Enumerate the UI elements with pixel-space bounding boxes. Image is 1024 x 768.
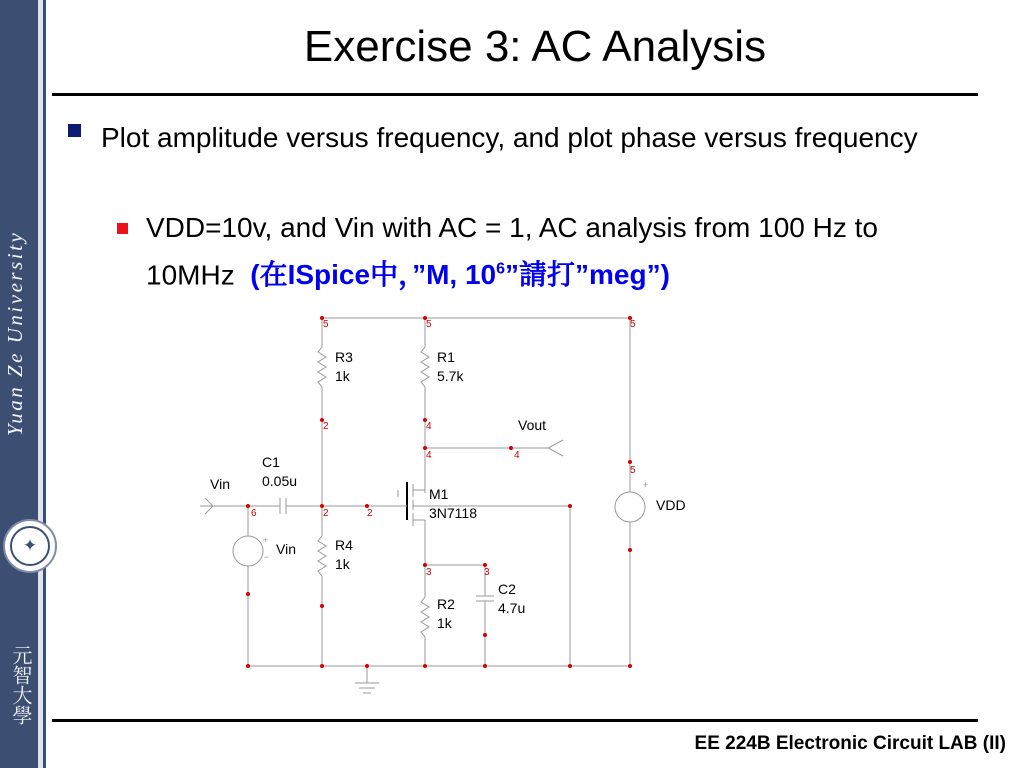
node-label: 5 xyxy=(323,319,329,330)
bullet-text-2-main: VDD=10v, and Vin with AC = 1, AC analysis from 100 Hz to 10MHz xyxy=(146,212,878,291)
r1-value: 5.7k xyxy=(437,368,464,384)
r1-name: R1 xyxy=(437,349,455,365)
r2-value: 1k xyxy=(437,615,452,631)
bullet-text-1: Plot amplitude versus frequency, and plot phase versus frequency xyxy=(101,122,918,153)
c1-value: 0.05u xyxy=(262,473,298,489)
r2-name: R2 xyxy=(437,596,455,612)
seal-mark-icon: ✦ xyxy=(22,536,38,556)
node-label: 5 xyxy=(426,319,432,330)
ispice-note-close: ”請打”meg”) xyxy=(505,259,670,291)
r3-value: 1k xyxy=(335,368,350,384)
vin-plus-mark: + xyxy=(263,535,269,545)
ispice-note-exponent: 6 xyxy=(496,261,506,278)
node-label: 4 xyxy=(514,450,520,461)
component-labels xyxy=(210,349,686,631)
c1-name: C1 xyxy=(262,454,280,470)
node-label: 4 xyxy=(426,450,432,461)
r3-name: R3 xyxy=(335,349,353,365)
node-label: 3 xyxy=(484,567,490,578)
node-label: 6 xyxy=(251,508,257,519)
course-footer: EE 224B Electronic Circuit LAB (II) xyxy=(694,733,1006,754)
node-label: 3 xyxy=(426,567,432,578)
ispice-note-open: (在ISpice中，”M, 10 xyxy=(250,259,497,291)
c2-name: C2 xyxy=(498,581,516,597)
r4-value: 1k xyxy=(335,556,350,572)
node-label: 4 xyxy=(426,421,432,432)
vdd-plus-mark: + xyxy=(643,480,649,490)
node-label: 5 xyxy=(630,465,636,476)
university-name-cjk: 元智大學 xyxy=(9,645,33,725)
university-name: Yuan Ze University xyxy=(3,230,27,436)
vdd-name: VDD xyxy=(656,497,686,513)
node-label: 5 xyxy=(630,319,636,330)
vin-minus-mark: − xyxy=(264,552,270,562)
node-label: 2 xyxy=(367,508,373,519)
node-label: 2 xyxy=(323,508,329,519)
r4-name: R4 xyxy=(335,537,353,553)
node-label: 2 xyxy=(323,421,329,432)
vin-source-name: Vin xyxy=(276,541,296,557)
c2-value: 4.7u xyxy=(498,600,526,616)
slide-title: Exercise 3: AC Analysis xyxy=(303,22,767,71)
footer-divider xyxy=(52,719,978,722)
circuit-wires xyxy=(200,318,645,693)
vin-port-label: Vin xyxy=(210,476,230,492)
m1-value: 3N7118 xyxy=(429,505,478,521)
m1-name: M1 xyxy=(429,486,449,502)
vout-label: Vout xyxy=(518,417,547,433)
